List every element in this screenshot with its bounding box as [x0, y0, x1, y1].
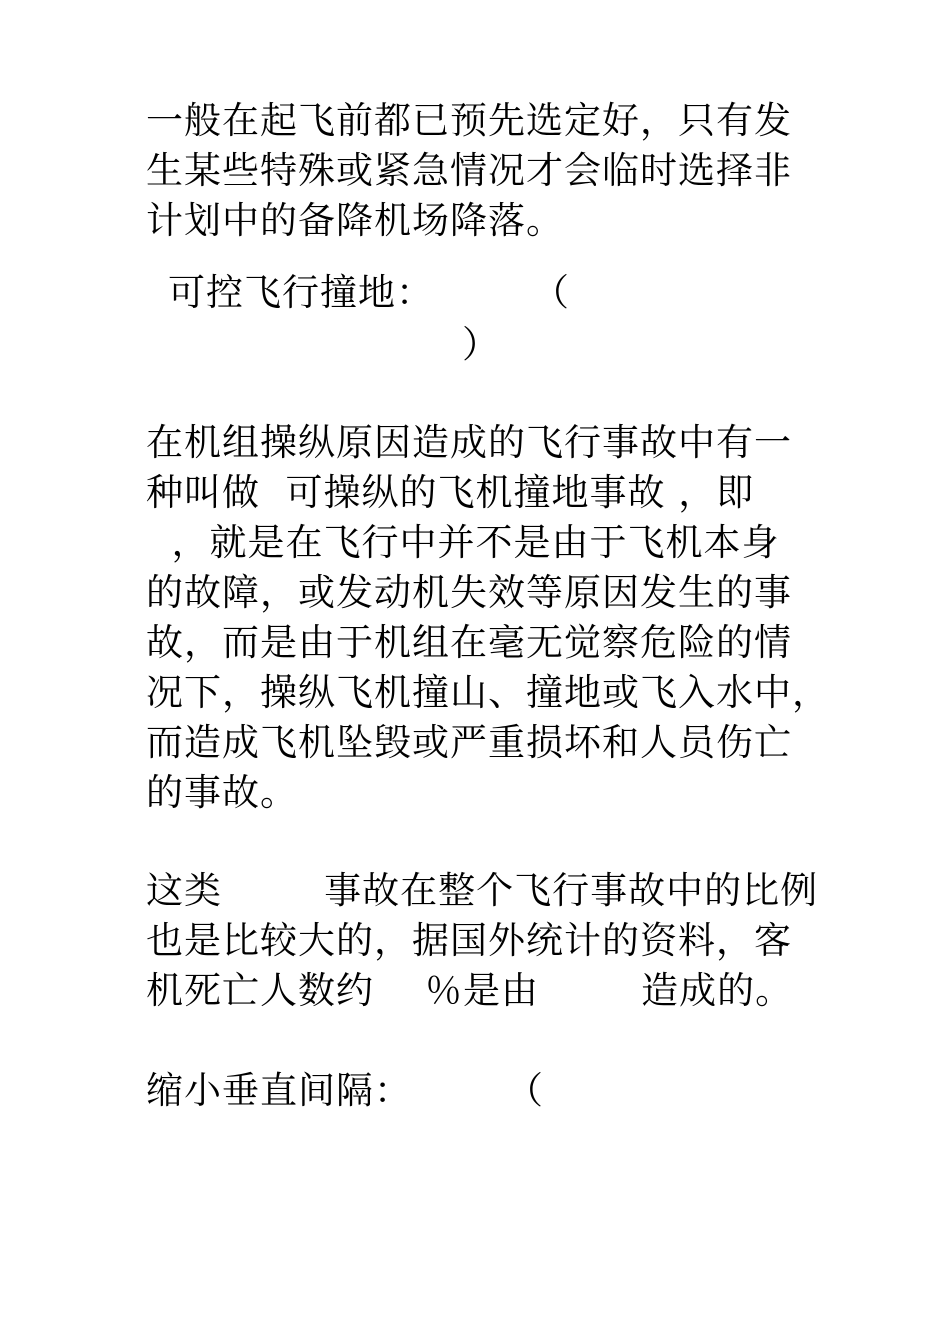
para2-line-6: 况下，操纵飞机撞山、撞地或飞入水中，	[146, 671, 830, 714]
para3-line-2: 也是比较大的，据国外统计的资料，客	[146, 919, 792, 962]
para2-line-3: ，就是在飞行中并不是由于飞机本身	[146, 521, 780, 564]
para2-line-2: 种叫做 可操纵的飞机撞地事故 ，即	[146, 471, 755, 514]
para2-line-8: 的事故。	[146, 771, 298, 814]
term1-label: 可控飞行撞地：	[168, 271, 434, 314]
para2-line-1: 在机组操纵原因造成的飞行事故中有一	[146, 421, 792, 464]
para2-line-4: 的故障，或发动机失效等原因发生的事	[146, 571, 792, 614]
para2-line-7: 而造成飞机坠毁或严重损坏和人员伤亡	[146, 721, 792, 764]
term2-paren-open: （	[506, 1069, 544, 1112]
para2-line-5: 故，而是由于机组在毫无觉察危险的情	[146, 621, 792, 664]
para1-line-3: 计划中的备降机场降落。	[146, 199, 564, 242]
para3-line-1: 这类 事故在整个飞行事故中的比例	[146, 869, 819, 912]
para1-line-2: 生某些特殊或紧急情况才会临时选择非	[146, 149, 792, 192]
term2-label: 缩小垂直间隔：	[146, 1069, 412, 1112]
para1-line-1: 一般在起飞前都已预先选定好，只有发	[146, 99, 792, 142]
term1-paren-open: （	[532, 271, 570, 314]
term1-paren-close: ）	[462, 323, 500, 366]
para3-line-3: 机死亡人数约 ％是由 造成的。	[146, 969, 794, 1012]
